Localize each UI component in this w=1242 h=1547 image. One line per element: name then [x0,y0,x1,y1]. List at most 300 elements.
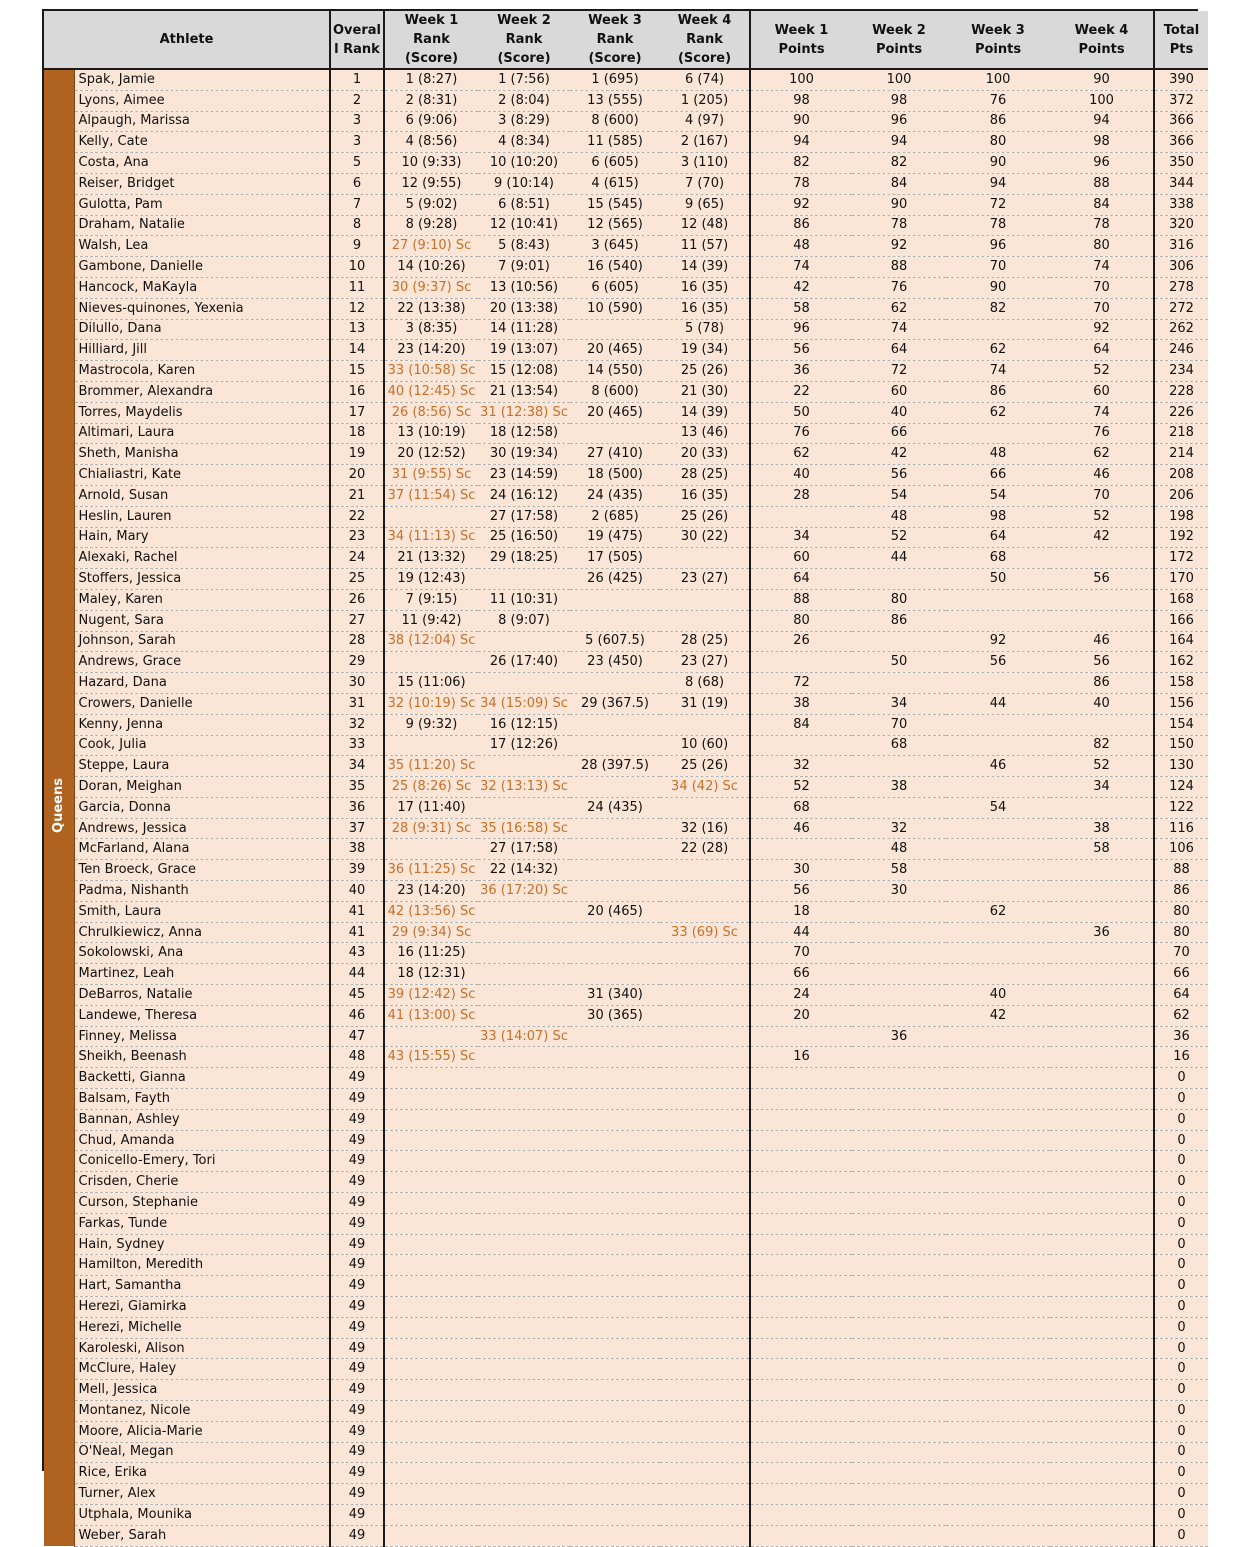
week1-points: 80 [750,610,852,631]
athlete-name: Finney, Melissa [74,1026,330,1047]
week3-rank: 6 (605) [570,153,660,174]
week1-rank [384,1380,478,1401]
week1-points [750,1130,852,1151]
week2-rank: 35 (16:58) Sc [478,818,570,839]
overall-rank: 38 [330,839,384,860]
week1-points: 30 [750,860,852,881]
week1-rank [384,1234,478,1255]
week1-rank: 22 (13:38) [384,298,478,319]
week3-points [946,673,1050,694]
total-points: 130 [1154,756,1208,777]
week3-rank [570,1380,660,1401]
overall-rank: 49 [330,1130,384,1151]
table-row [44,485,1208,506]
week4-rank [660,1525,750,1546]
table-row [44,548,1208,569]
week4-points: 52 [1050,506,1154,527]
week1-points [750,1193,852,1214]
week2-rank [478,569,570,590]
week4-points: 90 [1050,69,1154,90]
week1-points: 98 [750,90,852,111]
week4-rank [660,943,750,964]
overall-rank: 12 [330,298,384,319]
week4-rank [660,1068,750,1089]
header-week4-rank: Week 4 Rank (Score) [660,11,750,69]
table-row [44,277,1208,298]
week1-points: 90 [750,111,852,132]
week1-points: 40 [750,465,852,486]
week1-points: 32 [750,756,852,777]
week4-points [1050,1089,1154,1110]
athlete-name: Steppe, Laura [74,756,330,777]
table-row [44,257,1208,278]
week1-points: 50 [750,402,852,423]
week4-points [1050,797,1154,818]
total-points: 154 [1154,714,1208,735]
total-points: 168 [1154,589,1208,610]
table-row [44,1338,1208,1359]
week1-rank [384,1172,478,1193]
week1-rank: 13 (10:19) [384,423,478,444]
table-row [44,673,1208,694]
total-points: 166 [1154,610,1208,631]
week1-rank: 37 (11:54) Sc [384,485,478,506]
total-points: 156 [1154,693,1208,714]
week3-points: 86 [946,381,1050,402]
week3-rank [570,1089,660,1110]
week4-rank [660,1504,750,1525]
week3-points: 48 [946,444,1050,465]
week3-points: 54 [946,485,1050,506]
week3-points [946,1234,1050,1255]
week1-rank: 4 (8:56) [384,132,478,153]
week4-rank: 13 (46) [660,423,750,444]
table-row [44,173,1208,194]
week3-points: 90 [946,277,1050,298]
week4-points: 38 [1050,818,1154,839]
week1-rank: 17 (11:40) [384,797,478,818]
header-week4-points: Week 4 Points [1050,11,1154,69]
athlete-name: Landewe, Theresa [74,1005,330,1026]
overall-rank: 47 [330,1026,384,1047]
week4-rank [660,1151,750,1172]
athlete-name: Andrews, Jessica [74,818,330,839]
week1-points [750,1525,852,1546]
week3-points [946,1047,1050,1068]
week4-rank [660,1005,750,1026]
week4-points [1050,943,1154,964]
athlete-name: Chrulkiewicz, Anna [74,922,330,943]
week1-rank: 6 (9:06) [384,111,478,132]
week3-points: 40 [946,985,1050,1006]
overall-rank: 28 [330,631,384,652]
week3-points: 50 [946,569,1050,590]
total-points: 0 [1154,1068,1208,1089]
week1-points [750,1234,852,1255]
week4-points [1050,964,1154,985]
athlete-name: Costa, Ana [74,153,330,174]
week4-rank [660,1089,750,1110]
week4-rank [660,1317,750,1338]
week3-rank [570,964,660,985]
week4-rank [660,548,750,569]
week3-points [946,1297,1050,1318]
overall-rank: 49 [330,1151,384,1172]
total-points: 214 [1154,444,1208,465]
week3-rank [570,1109,660,1130]
athlete-name: Alpaugh, Marissa [74,111,330,132]
week1-points [750,1151,852,1172]
week1-rank [384,1463,478,1484]
week1-points: 18 [750,901,852,922]
week2-rank: 1 (7:56) [478,69,570,90]
week4-points: 94 [1050,111,1154,132]
total-points: 0 [1154,1297,1208,1318]
total-points: 234 [1154,361,1208,382]
week3-rank [570,943,660,964]
total-points: 278 [1154,277,1208,298]
week3-rank: 13 (555) [570,90,660,111]
week1-rank: 19 (12:43) [384,569,478,590]
week3-points [946,1130,1050,1151]
week1-points: 58 [750,298,852,319]
athlete-name: Turner, Alex [74,1484,330,1505]
week3-rank: 17 (505) [570,548,660,569]
week3-rank [570,818,660,839]
week4-points [1050,1068,1154,1089]
athlete-name: Torres, Maydelis [74,402,330,423]
overall-rank: 10 [330,257,384,278]
week2-points: 76 [852,277,946,298]
week2-points [852,1193,946,1214]
week3-points: 80 [946,132,1050,153]
table-row [44,881,1208,902]
week2-points: 58 [852,860,946,881]
week3-points [946,1193,1050,1214]
table-row [44,381,1208,402]
athlete-name: Bannan, Ashley [74,1109,330,1130]
week1-rank [384,1193,478,1214]
week1-rank: 21 (13:32) [384,548,478,569]
week4-rank [660,1172,750,1193]
header-week1-points: Week 1 Points [750,11,852,69]
week2-rank: 3 (8:29) [478,111,570,132]
athlete-name: Heslin, Lauren [74,506,330,527]
week2-rank: 25 (16:50) [478,527,570,548]
week2-rank [478,985,570,1006]
week1-rank [384,1401,478,1422]
table-row [44,777,1208,798]
week1-rank: 9 (9:32) [384,714,478,735]
week4-rank: 25 (26) [660,756,750,777]
week2-rank [478,1068,570,1089]
week2-points [852,1276,946,1297]
week1-rank [384,1276,478,1297]
athlete-name: Lyons, Aimee [74,90,330,111]
athlete-name: Dilullo, Dana [74,319,330,340]
athlete-name: Mastrocola, Karen [74,361,330,382]
week2-points: 38 [852,777,946,798]
header-week3-points: Week 3 Points [946,11,1050,69]
week4-points: 34 [1050,777,1154,798]
week4-points [1050,1421,1154,1442]
week3-rank [570,1234,660,1255]
week3-rank [570,319,660,340]
week1-rank: 36 (11:25) Sc [384,860,478,881]
week4-rank: 31 (19) [660,693,750,714]
week4-rank: 14 (39) [660,402,750,423]
week2-points: 80 [852,589,946,610]
week2-rank [478,1297,570,1318]
week4-rank [660,714,750,735]
total-points: 164 [1154,631,1208,652]
week1-points [750,1109,852,1130]
week3-rank: 16 (540) [570,257,660,278]
week4-points: 96 [1050,153,1154,174]
table-row [44,839,1208,860]
week2-points [852,1297,946,1318]
total-points: 0 [1154,1234,1208,1255]
week1-rank [384,1442,478,1463]
week3-points [946,319,1050,340]
week1-rank [384,1421,478,1442]
week4-points: 74 [1050,402,1154,423]
total-points: 226 [1154,402,1208,423]
week4-rank: 30 (22) [660,527,750,548]
week4-rank: 28 (25) [660,631,750,652]
total-points: 192 [1154,527,1208,548]
week1-points: 60 [750,548,852,569]
total-points: 0 [1154,1359,1208,1380]
week4-rank [660,901,750,922]
table-row [44,1026,1208,1047]
week3-rank [570,1401,660,1422]
total-points: 0 [1154,1504,1208,1525]
athlete-name: Karoleski, Alison [74,1338,330,1359]
athlete-name: DeBarros, Natalie [74,985,330,1006]
week4-rank [660,589,750,610]
week4-points: 80 [1050,236,1154,257]
week3-points [946,714,1050,735]
overall-rank: 13 [330,319,384,340]
week4-rank [660,1213,750,1234]
week4-rank [660,1401,750,1422]
week1-rank: 7 (9:15) [384,589,478,610]
overall-rank: 26 [330,589,384,610]
table-row [44,527,1208,548]
week4-points [1050,985,1154,1006]
athlete-name: Doran, Meighan [74,777,330,798]
header-week3-rank: Week 3 Rank (Score) [570,11,660,69]
team-side-label [44,69,74,1546]
athlete-name: Utphala, Mounika [74,1504,330,1525]
athlete-name: Nieves-quinones, Yexenia [74,298,330,319]
week2-rank [478,1255,570,1276]
table-row [44,901,1208,922]
week4-rank: 16 (35) [660,298,750,319]
week3-rank [570,1525,660,1546]
week1-rank [384,506,478,527]
week4-points [1050,1276,1154,1297]
week4-rank: 23 (27) [660,652,750,673]
week3-rank: 1 (695) [570,69,660,90]
week3-rank: 31 (340) [570,985,660,1006]
week1-rank: 39 (12:42) Sc [384,985,478,1006]
week4-rank [660,1026,750,1047]
table-row [44,631,1208,652]
week3-points: 62 [946,402,1050,423]
table-row [44,444,1208,465]
week3-points: 100 [946,69,1050,90]
week3-points [946,1484,1050,1505]
header-week1-rank: Week 1 Rank (Score) [384,11,478,69]
overall-rank: 11 [330,277,384,298]
week2-rank: 12 (10:41) [478,215,570,236]
week1-points: 70 [750,943,852,964]
week2-points [852,1359,946,1380]
week4-rank [660,1338,750,1359]
table-row [44,943,1208,964]
athlete-name: Sokolowski, Ana [74,943,330,964]
week3-rank [570,839,660,860]
week3-points: 44 [946,693,1050,714]
week2-rank: 4 (8:34) [478,132,570,153]
week3-points: 90 [946,153,1050,174]
week1-points [750,1338,852,1359]
week2-points [852,631,946,652]
overall-rank: 2 [330,90,384,111]
athlete-name: Alexaki, Rachel [74,548,330,569]
overall-rank: 49 [330,1255,384,1276]
week2-rank [478,1401,570,1422]
week1-rank: 3 (8:35) [384,319,478,340]
week3-points [946,881,1050,902]
overall-rank: 41 [330,922,384,943]
week4-rank [660,964,750,985]
week1-points [750,506,852,527]
overall-rank: 49 [330,1234,384,1255]
week2-points [852,1151,946,1172]
week3-points [946,1089,1050,1110]
week4-points: 62 [1050,444,1154,465]
week4-rank: 23 (27) [660,569,750,590]
week4-points [1050,1525,1154,1546]
week4-points [1050,1297,1154,1318]
week1-rank: 43 (15:55) Sc [384,1047,478,1068]
week1-points: 52 [750,777,852,798]
total-points: 0 [1154,1484,1208,1505]
week4-points [1050,548,1154,569]
week1-points: 42 [750,277,852,298]
athlete-name: Draham, Natalie [74,215,330,236]
week3-rank [570,589,660,610]
week1-rank: 23 (14:20) [384,340,478,361]
week4-rank [660,1276,750,1297]
week2-rank [478,943,570,964]
total-points: 88 [1154,860,1208,881]
week3-rank: 20 (465) [570,402,660,423]
week2-rank: 22 (14:32) [478,860,570,881]
header-row [44,11,1208,69]
table-row [44,714,1208,735]
total-points: 0 [1154,1463,1208,1484]
table-row [44,735,1208,756]
week4-points: 70 [1050,277,1154,298]
week3-rank [570,1421,660,1442]
week3-points: 54 [946,797,1050,818]
week1-rank [384,1504,478,1525]
week3-points: 68 [946,548,1050,569]
week3-points [946,777,1050,798]
week2-rank [478,631,570,652]
table-row [44,693,1208,714]
week2-rank [478,1089,570,1110]
athlete-name: Spak, Jamie [74,69,330,90]
athlete-name: O'Neal, Megan [74,1442,330,1463]
week2-points: 52 [852,527,946,548]
week2-points: 34 [852,693,946,714]
overall-rank: 32 [330,714,384,735]
week2-rank: 2 (8:04) [478,90,570,111]
week4-rank: 4 (97) [660,111,750,132]
week2-rank [478,1213,570,1234]
week1-points [750,1255,852,1276]
athlete-name: Montanez, Nicole [74,1401,330,1422]
athlete-name: Gambone, Danielle [74,257,330,278]
total-points: 0 [1154,1151,1208,1172]
week3-points [946,839,1050,860]
week1-rank: 16 (11:25) [384,943,478,964]
athlete-name: Johnson, Sarah [74,631,330,652]
week2-rank: 15 (12:08) [478,361,570,382]
overall-rank: 30 [330,673,384,694]
week2-points [852,985,946,1006]
week2-points: 84 [852,173,946,194]
total-points: 350 [1154,153,1208,174]
athlete-name: Andrews, Grace [74,652,330,673]
week1-points: 76 [750,423,852,444]
athlete-name: Moore, Alicia-Marie [74,1421,330,1442]
table-row [44,1380,1208,1401]
week2-rank: 7 (9:01) [478,257,570,278]
athlete-name: Rice, Erika [74,1463,330,1484]
total-points: 316 [1154,236,1208,257]
week3-points [946,1255,1050,1276]
week1-points: 84 [750,714,852,735]
week3-points [946,1276,1050,1297]
overall-rank: 49 [330,1359,384,1380]
table-row [44,756,1208,777]
week3-rank [570,1463,660,1484]
week2-points: 42 [852,444,946,465]
week1-rank [384,652,478,673]
week2-points: 64 [852,340,946,361]
week1-rank: 40 (12:45) Sc [384,381,478,402]
week2-rank: 17 (12:26) [478,735,570,756]
week2-points: 92 [852,236,946,257]
week3-points [946,1401,1050,1422]
week4-rank [660,881,750,902]
week2-rank [478,1359,570,1380]
week4-rank: 11 (57) [660,236,750,257]
week4-rank: 1 (205) [660,90,750,111]
week1-points: 48 [750,236,852,257]
total-points: 246 [1154,340,1208,361]
week3-points [946,1338,1050,1359]
total-points: 0 [1154,1172,1208,1193]
table-row [44,589,1208,610]
overall-rank: 18 [330,423,384,444]
